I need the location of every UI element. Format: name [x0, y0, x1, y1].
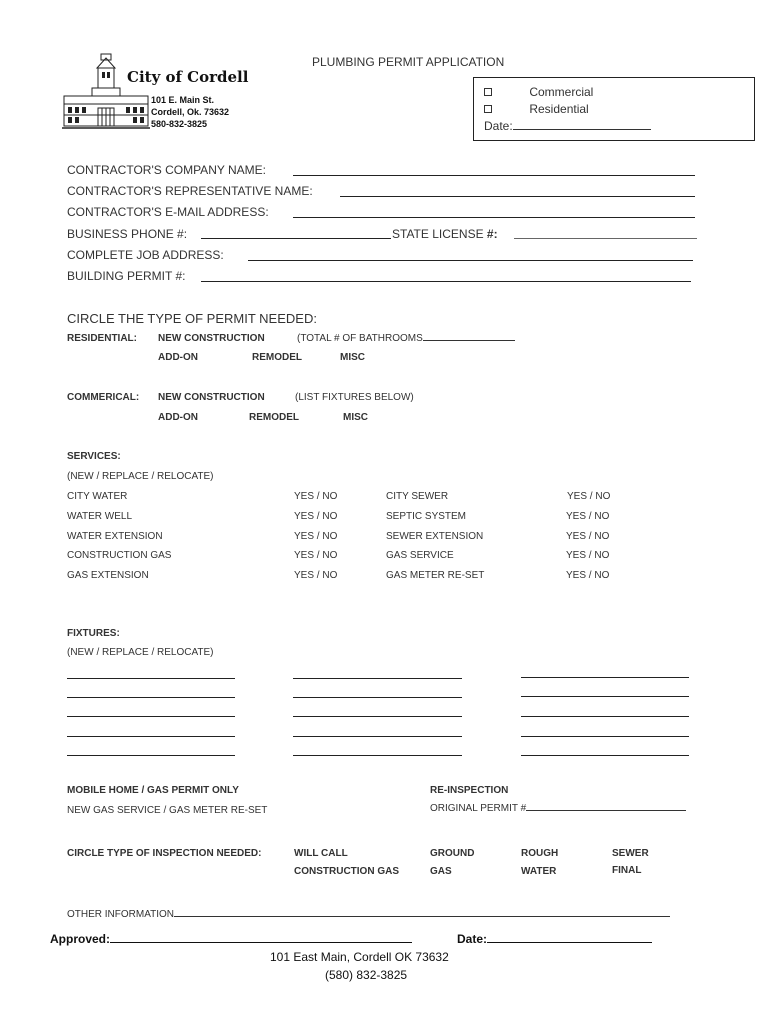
fixture-line[interactable] [521, 677, 689, 678]
fixtures-heading: FIXTURES: [67, 628, 120, 639]
com-misc[interactable]: MISC [343, 412, 368, 423]
service-right-item: GAS METER RE-SET [386, 570, 485, 581]
company-name-label: CONTRACTOR'S COMPANY NAME: [67, 163, 266, 177]
commercial-option[interactable] [484, 85, 593, 99]
approved-label [50, 932, 412, 946]
fixture-line[interactable] [67, 697, 235, 698]
service-left-item: CONSTRUCTION GAS [67, 550, 172, 561]
state-license-field[interactable] [514, 238, 697, 239]
job-address-label: COMPLETE JOB ADDRESS: [67, 248, 224, 262]
total-bathrooms-text: (TOTAL # OF BATHROOMS [297, 333, 423, 344]
service-yes-no[interactable]: YES / NO [566, 511, 610, 522]
footer-date-field[interactable] [487, 942, 652, 943]
com-remodel[interactable]: REMODEL [249, 412, 299, 423]
job-address-field[interactable] [248, 260, 693, 261]
service-left-item: CITY WATER [67, 491, 128, 502]
fixture-line[interactable] [67, 755, 235, 756]
inspection-rough[interactable]: ROUGH [521, 848, 559, 859]
page-title: PLUMBING PERMIT APPLICATION [312, 55, 505, 69]
phone-label: BUSINESS PHONE #: [67, 227, 188, 241]
services-heading: SERVICES: [67, 451, 121, 462]
license-hash: #: [486, 227, 498, 241]
rep-name-label: CONTRACTOR'S REPRESENTATIVE NAME: [67, 184, 313, 198]
commercial-label: COMMERICAL: [67, 392, 140, 403]
service-right-item: GAS SERVICE [386, 550, 454, 561]
mobile-home-heading: MOBILE HOME / GAS PERMIT ONLY [67, 785, 239, 796]
city-phone: 580-832-3825 [151, 119, 208, 129]
res-misc[interactable]: MISC [340, 352, 365, 363]
service-yes-no[interactable]: YES / NO [567, 491, 611, 502]
inspection-sewer[interactable]: SEWER [612, 848, 649, 859]
footer-date-label [457, 932, 652, 946]
company-name-field[interactable] [293, 175, 695, 176]
service-yes-no[interactable]: YES / NO [294, 511, 338, 522]
fixture-line[interactable] [521, 755, 689, 756]
footer-date-text: Date: [457, 932, 488, 946]
date-field[interactable] [484, 119, 651, 133]
com-new-construction[interactable]: NEW CONSTRUCTION [158, 392, 265, 403]
inspection-ground[interactable]: GROUND [430, 848, 475, 859]
service-right-item: CITY SEWER [386, 491, 449, 502]
total-bathrooms-label [297, 333, 515, 344]
email-label: CONTRACTOR'S E-MAIL ADDRESS: [67, 205, 269, 219]
approved-text: Approved: [50, 932, 110, 946]
date-label: Date: [484, 119, 513, 133]
mobile-home-sub: NEW GAS SERVICE / GAS METER RE-SET [67, 805, 268, 816]
service-yes-no[interactable]: YES / NO [566, 550, 610, 561]
original-permit-label [430, 803, 686, 814]
fixture-line[interactable] [293, 678, 462, 679]
fixture-line[interactable] [293, 736, 462, 737]
services-sub: (NEW / REPLACE / RELOCATE) [67, 471, 214, 482]
service-left-item: GAS EXTENSION [67, 570, 149, 581]
state-license-text: STATE LICENSE [392, 227, 484, 241]
footer-address: 101 East Main, Cordell OK 73632 [270, 950, 449, 964]
original-permit-text: ORIGINAL PERMIT # [430, 803, 527, 814]
total-bathrooms-field[interactable] [423, 340, 515, 341]
inspection-type-label: CIRCLE TYPE OF INSPECTION NEEDED: [67, 848, 262, 859]
service-left-item: WATER WELL [67, 511, 133, 522]
commercial-label: Commercial [529, 85, 594, 99]
city-logo [62, 52, 249, 134]
res-remodel[interactable]: REMODEL [252, 352, 302, 363]
state-license-label [392, 227, 498, 241]
fixture-line[interactable] [67, 716, 235, 717]
residential-option[interactable] [484, 102, 589, 116]
service-yes-no[interactable]: YES / NO [294, 491, 338, 502]
other-info-label [67, 909, 670, 920]
residential-checkbox[interactable] [484, 105, 492, 113]
footer-phone: (580) 832-3825 [325, 968, 408, 982]
city-address-line2: Cordell, Ok. 73632 [151, 107, 230, 117]
residential-label: Residential [529, 102, 589, 116]
inspection-final[interactable]: FINAL [612, 865, 642, 876]
fixture-line[interactable] [293, 697, 462, 698]
fixture-line[interactable] [521, 696, 689, 697]
service-yes-no[interactable]: YES / NO [566, 570, 610, 581]
res-new-construction[interactable]: NEW CONSTRUCTION [158, 333, 265, 344]
phone-field[interactable] [201, 238, 391, 239]
com-add-on[interactable]: ADD-ON [158, 412, 198, 423]
res-add-on[interactable]: ADD-ON [158, 352, 198, 363]
city-hall-icon [62, 52, 150, 132]
city-address-line1: 101 E. Main St. [151, 95, 215, 105]
service-right-item: SEPTIC SYSTEM [386, 511, 467, 522]
permit-category-box [473, 77, 755, 141]
fixture-line[interactable] [293, 716, 462, 717]
permit-type-heading: CIRCLE THE TYPE OF PERMIT NEEDED: [67, 311, 317, 326]
inspection-water[interactable]: WATER [521, 866, 557, 877]
service-yes-no[interactable]: YES / NO [294, 570, 338, 581]
service-left-item: WATER EXTENSION [67, 531, 163, 542]
list-fixtures-note: (LIST FIXTURES BELOW) [295, 392, 414, 403]
reinspection-heading: RE-INSPECTION [430, 785, 509, 796]
inspection-will-call[interactable]: WILL CALL [294, 848, 348, 859]
other-info-field[interactable] [174, 916, 670, 917]
service-right-item: SEWER EXTENSION [386, 531, 484, 542]
inspection-gas[interactable]: GAS [430, 866, 452, 877]
original-permit-field[interactable] [526, 810, 686, 811]
building-permit-field[interactable] [201, 281, 691, 282]
fixtures-sub: (NEW / REPLACE / RELOCATE) [67, 647, 214, 658]
other-info-text: OTHER INFORMATION [67, 909, 175, 920]
email-field[interactable] [293, 217, 695, 218]
residential-label: RESIDENTIAL: [67, 333, 137, 344]
inspection-construction-gas[interactable]: CONSTRUCTION GAS [294, 866, 399, 877]
approved-field[interactable] [110, 942, 412, 943]
fixture-line[interactable] [521, 736, 689, 737]
fixture-line[interactable] [67, 736, 235, 737]
service-yes-no[interactable]: YES / NO [294, 531, 338, 542]
fixture-line[interactable] [521, 716, 689, 717]
city-name: City of Cordell [127, 68, 249, 86]
commercial-checkbox[interactable] [484, 88, 492, 96]
fixture-line[interactable] [293, 755, 462, 756]
service-yes-no[interactable]: YES / NO [566, 531, 610, 542]
fixture-line[interactable] [67, 678, 235, 679]
rep-name-field[interactable] [340, 196, 695, 197]
building-permit-label: BUILDING PERMIT #: [67, 269, 186, 283]
service-yes-no[interactable]: YES / NO [294, 550, 338, 561]
